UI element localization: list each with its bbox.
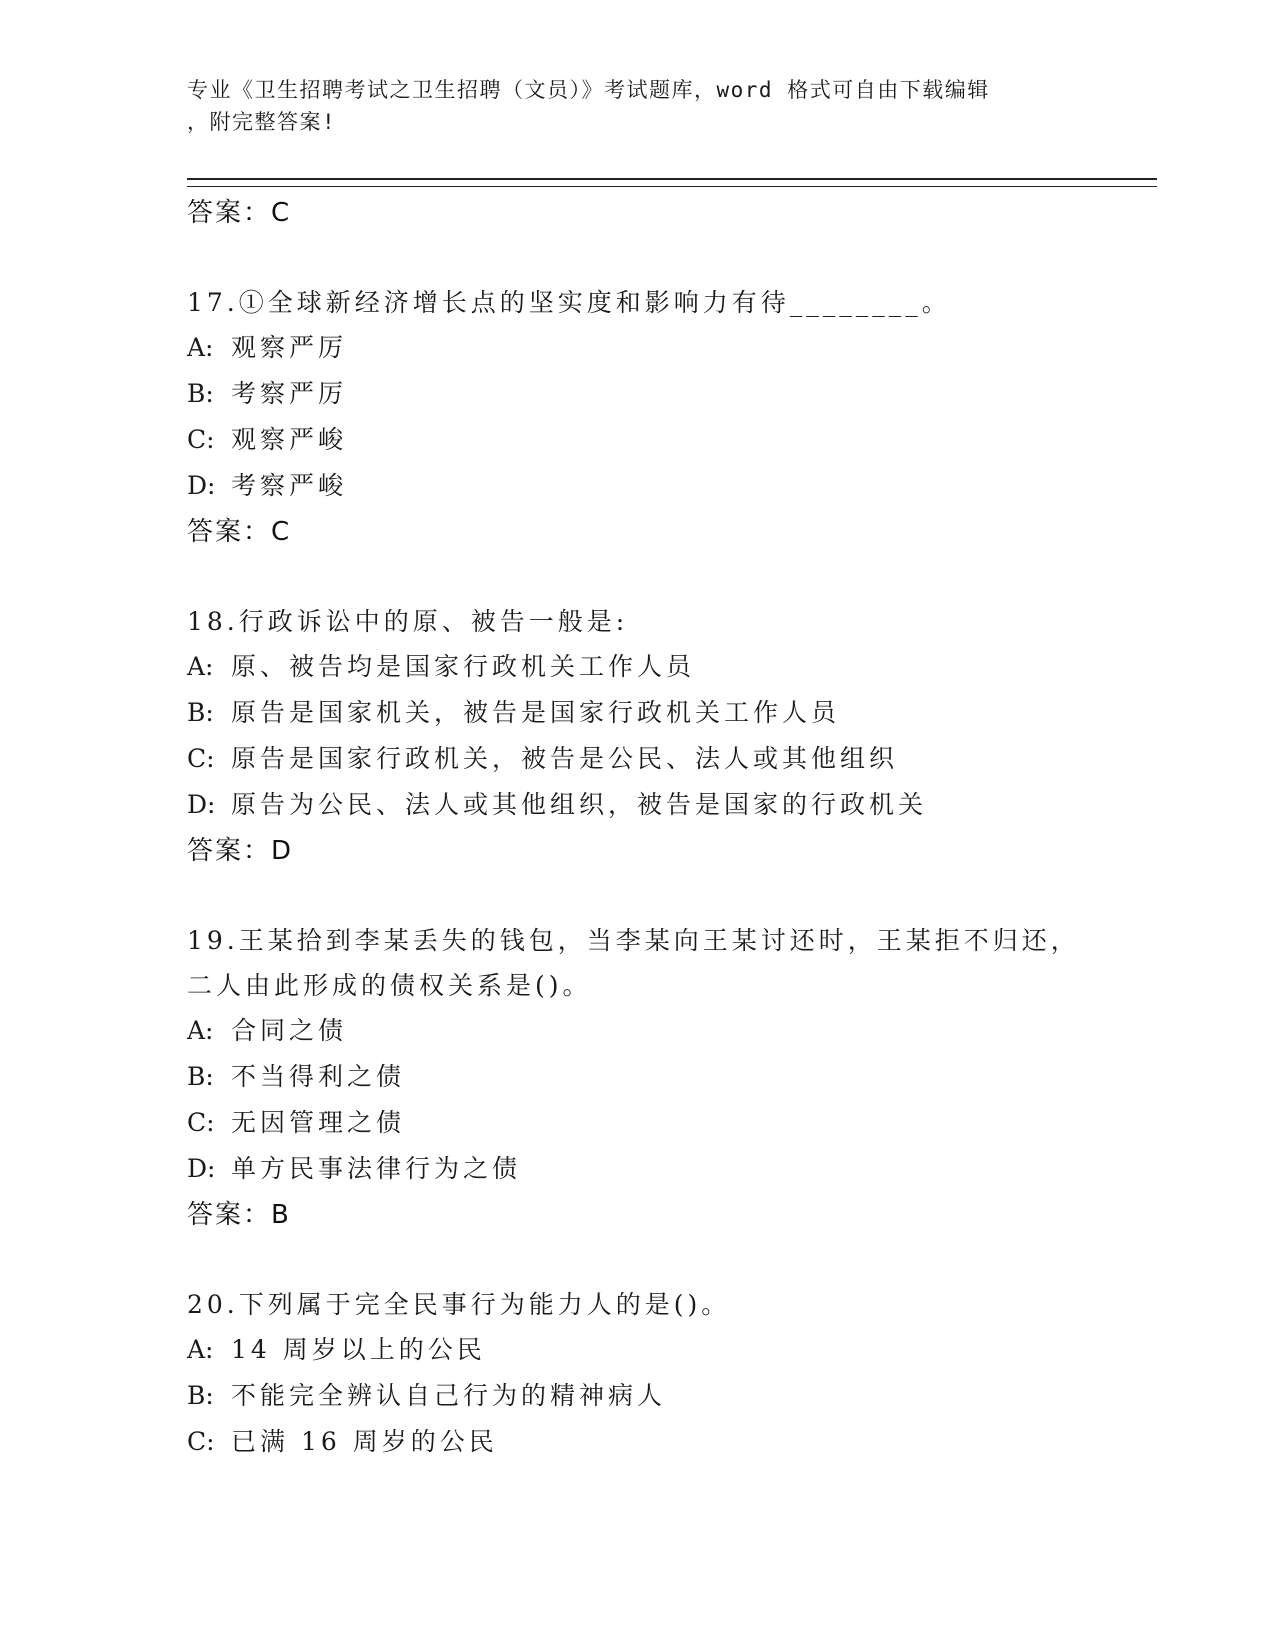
question-20	[187, 1282, 1147, 1327]
question-stem: 20.下列属于完全民事行为能力人的是()。	[187, 1290, 731, 1319]
option-text: 不当得利之债	[231, 1062, 406, 1091]
answer-value: D	[271, 836, 294, 866]
answer-label: 答案：	[187, 1200, 272, 1230]
option-c	[187, 736, 1147, 782]
header-line-1: 专业《卫生招聘考试之卫生招聘（文员）》考试题库，word 格式可自由下载编辑	[187, 78, 990, 102]
option-letter: A:	[187, 1016, 214, 1045]
option-a	[187, 644, 1147, 690]
header-line-2: ，附完整答案!	[187, 110, 337, 134]
question-list	[187, 190, 1147, 1465]
answer-line	[187, 190, 1147, 236]
answer-label: 答案：	[187, 517, 272, 547]
option-text: 不能完全辨认自己行为的精神病人	[231, 1381, 667, 1410]
option-text: 合同之债	[231, 1016, 348, 1045]
option-letter: D:	[187, 1154, 216, 1183]
question-stem: 18.行政诉讼中的原、被告一般是:	[187, 607, 629, 636]
question-17	[187, 280, 1147, 325]
option-text: 观察严峻	[231, 425, 348, 454]
answer-label: 答案：	[187, 198, 272, 228]
option-letter: C:	[187, 744, 215, 773]
option-letter: B:	[187, 1381, 214, 1410]
answer-line	[187, 828, 1147, 874]
option-letter: B:	[187, 379, 214, 408]
option-text: 原告是国家行政机关，被告是公民、法人或其他组织	[231, 744, 899, 773]
answer-value: B	[271, 1200, 291, 1230]
option-text: 原告为公民、法人或其他组织，被告是国家的行政机关	[231, 790, 928, 819]
option-letter: C:	[187, 1108, 215, 1137]
option-letter: C:	[187, 425, 215, 454]
question-18	[187, 599, 1147, 644]
option-c	[187, 1100, 1147, 1146]
answer-line	[187, 509, 1147, 555]
option-b	[187, 1373, 1147, 1419]
option-letter: A:	[187, 652, 214, 681]
option-text: 原告是国家机关，被告是国家行政机关工作人员	[231, 698, 841, 727]
option-d	[187, 782, 1147, 828]
option-letter: B:	[187, 1062, 214, 1091]
option-c	[187, 1419, 1147, 1465]
document-header	[187, 74, 1087, 138]
option-b	[187, 690, 1147, 736]
option-a	[187, 1008, 1147, 1054]
option-letter: D:	[187, 471, 216, 500]
option-b	[187, 371, 1147, 417]
option-letter: D:	[187, 790, 216, 819]
answer-value: C	[271, 517, 292, 547]
option-text: 已满 16 周岁的公民	[231, 1427, 498, 1456]
option-d	[187, 1146, 1147, 1192]
question-stem-line-2: 二人由此形成的债权关系是()。	[187, 971, 592, 1000]
option-c	[187, 417, 1147, 463]
answer-label: 答案：	[187, 836, 272, 866]
option-letter: A:	[187, 333, 214, 362]
option-text: 14 周岁以上的公民	[231, 1335, 486, 1364]
question-stem: 17.①全球新经济增长点的坚实度和影响力有待________。	[187, 288, 951, 317]
option-text: 考察严厉	[231, 379, 348, 408]
option-letter: A:	[187, 1335, 214, 1364]
option-text: 原、被告均是国家行政机关工作人员	[231, 652, 696, 681]
option-a	[187, 325, 1147, 371]
option-letter: B:	[187, 698, 214, 727]
option-a	[187, 1327, 1147, 1373]
option-text: 单方民事法律行为之债	[231, 1154, 522, 1183]
answer-value: C	[271, 198, 292, 228]
question-19	[187, 918, 1147, 1008]
answer-line	[187, 1192, 1147, 1238]
option-text: 无因管理之债	[231, 1108, 406, 1137]
option-b	[187, 1054, 1147, 1100]
option-d	[187, 463, 1147, 509]
option-text: 考察严峻	[231, 471, 348, 500]
question-stem-line-1: 19.王某拾到李某丢失的钱包，当李某向王某讨还时，王某拒不归还，	[187, 926, 1080, 955]
option-letter: C:	[187, 1427, 215, 1456]
option-text: 观察严厉	[231, 333, 348, 362]
header-divider	[187, 178, 1157, 187]
